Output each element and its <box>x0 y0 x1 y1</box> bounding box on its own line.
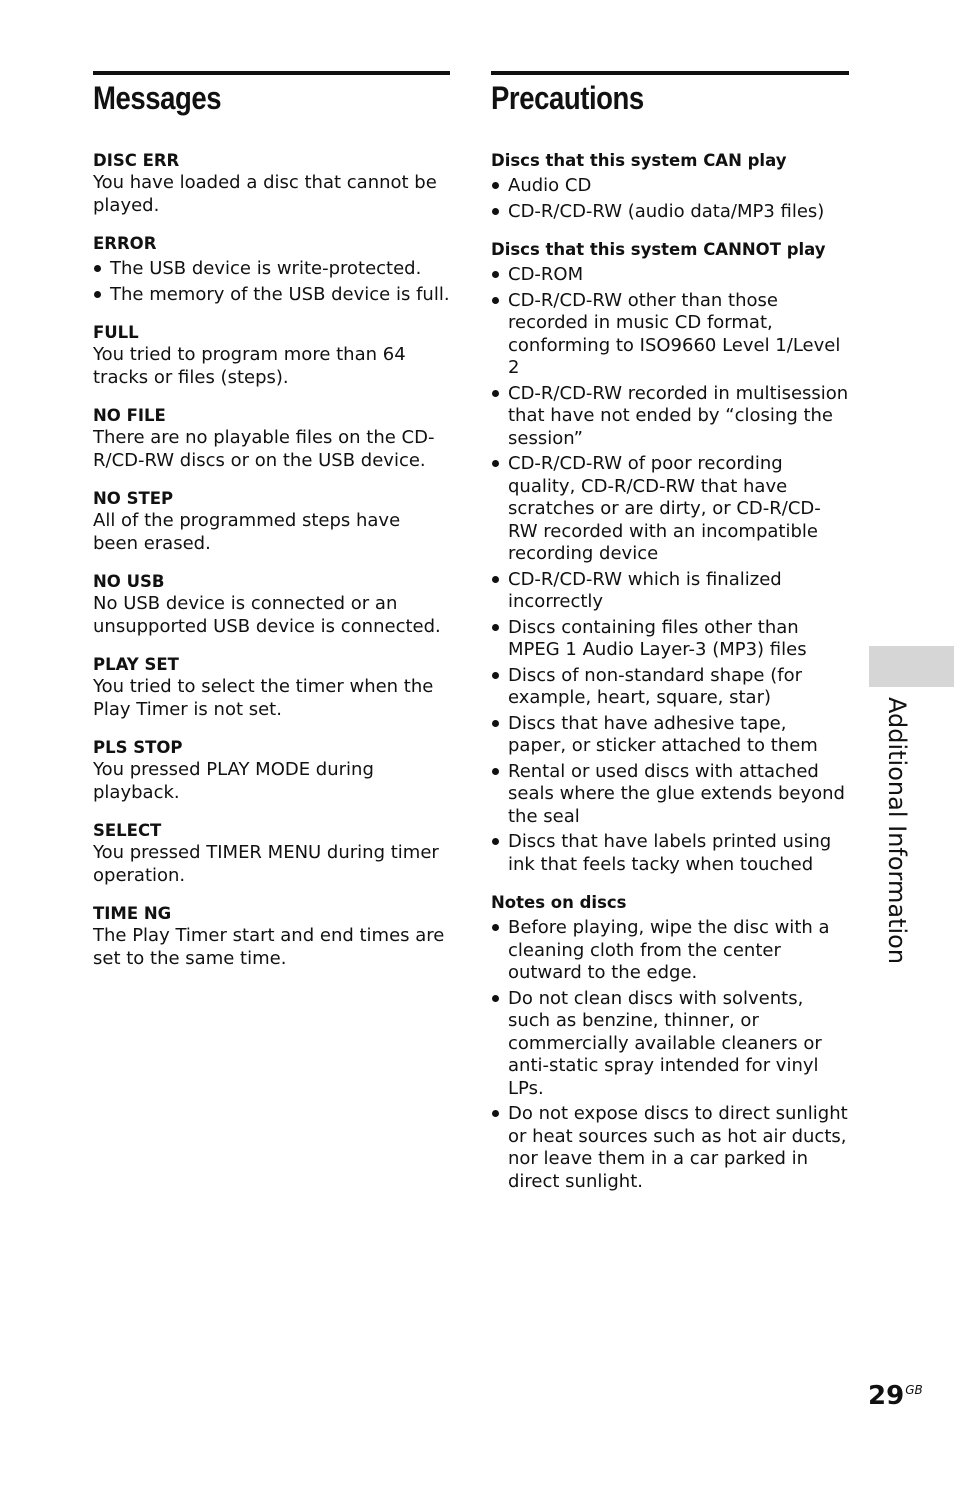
message-description: All of the programmed steps have been erased. <box>93 510 401 554</box>
list-item: Audio CD <box>491 175 849 198</box>
list-item: Rental or used discs with attached seals where the glue extends beyond the seal <box>491 761 849 829</box>
subsection-heading: Discs that this system CANNOT play <box>491 240 826 259</box>
list-item: The USB device is write-protected. <box>93 258 450 281</box>
list-item: Discs that have adhesive tape, paper, or sticker attached to them <box>491 713 849 758</box>
bullet-list <box>491 917 849 1193</box>
page-number-value: 29 <box>868 1381 905 1411</box>
list-item: Do not clean discs with solvents, such as benzine, thinner, or commercially available cleaners or anti-static spray intended for vinyl LPs. <box>491 988 849 1101</box>
subsection-heading: Discs that this system CAN play <box>491 151 787 170</box>
section-title: Precautions <box>491 80 644 116</box>
side-tab-label: Additional Information <box>883 697 911 965</box>
list-item: Discs that have labels printed using ink that feels tacky when touched <box>491 831 849 876</box>
message-entry <box>93 322 450 389</box>
list-item: Discs of non-standard shape (for example, heart, square, star) <box>491 665 849 710</box>
list-item: Do not expose discs to direct sunlight or heat sources such as hot air ducts, nor leave them in a car parked in direct sunlight. <box>491 1103 849 1193</box>
notes-subsection <box>491 892 849 1193</box>
message-term: PLAY SET <box>93 655 179 674</box>
message-description: There are no playable files on the CD-R/CD-RW discs or on the USB device. <box>93 427 435 471</box>
message-entry <box>93 571 450 638</box>
message-entry <box>93 233 450 306</box>
precautions-list <box>491 150 849 1193</box>
section-rule <box>93 71 450 75</box>
list-item: Discs containing files other than MPEG 1 Audio Layer-3 (MP3) files <box>491 617 849 662</box>
message-description: The Play Timer start and end times are set to the same time. <box>93 925 445 969</box>
messages-section <box>93 71 450 986</box>
message-term: DISC ERR <box>93 151 180 170</box>
can-play-subsection <box>491 150 849 223</box>
message-term: NO FILE <box>93 406 166 425</box>
message-entry <box>93 654 450 721</box>
message-description: You pressed TIMER MENU during timer operation. <box>93 842 439 886</box>
messages-list <box>93 150 450 970</box>
message-description: You tried to program more than 64 tracks or files (steps). <box>93 344 406 388</box>
message-entry <box>93 405 450 472</box>
message-description: You have loaded a disc that cannot be played. <box>93 172 437 216</box>
bullet-list <box>491 175 849 223</box>
list-item: CD-R/CD-RW of poor recording quality, CD-R/CD-RW that have scratches or are dirty, or CD-R/CD-RW recorded with an incompatible recording device <box>491 453 849 566</box>
message-entry <box>93 150 450 217</box>
bullet-list <box>93 258 450 306</box>
page-number <box>868 1381 923 1411</box>
message-description: You tried to select the timer when the Play Timer is not set. <box>93 676 434 720</box>
list-item: CD-ROM <box>491 264 849 287</box>
list-item: CD-R/CD-RW which is finalized incorrectly <box>491 569 849 614</box>
message-entry <box>93 737 450 804</box>
precautions-section <box>491 71 849 1209</box>
cannot-play-subsection <box>491 239 849 876</box>
message-term: NO USB <box>93 572 165 591</box>
side-tab-marker <box>869 646 954 687</box>
message-term: ERROR <box>93 234 157 253</box>
message-term: TIME NG <box>93 904 172 923</box>
section-title: Messages <box>93 80 222 116</box>
list-item: CD-R/CD-RW other than those recorded in music CD format, conforming to ISO9660 Level 1/Level 2 <box>491 290 849 380</box>
message-description: You pressed PLAY MODE during playback. <box>93 759 374 803</box>
message-entry <box>93 903 450 970</box>
list-item: The memory of the USB device is full. <box>93 284 450 307</box>
message-term: NO STEP <box>93 489 174 508</box>
list-item: CD-R/CD-RW (audio data/MP3 files) <box>491 201 849 224</box>
list-item: CD-R/CD-RW recorded in multisession that have not ended by “closing the session” <box>491 383 849 451</box>
subsection-heading: Notes on discs <box>491 893 627 912</box>
bullet-list <box>491 264 849 876</box>
message-description: No USB device is connected or an unsupported USB device is connected. <box>93 593 441 637</box>
message-term: PLS STOP <box>93 738 183 757</box>
message-entry <box>93 488 450 555</box>
page-region-suffix: GB <box>905 1383 923 1397</box>
message-term: FULL <box>93 323 139 342</box>
message-term: SELECT <box>93 821 162 840</box>
section-rule <box>491 71 849 75</box>
message-entry <box>93 820 450 887</box>
list-item: Before playing, wipe the disc with a cleaning cloth from the center outward to the edge. <box>491 917 849 985</box>
